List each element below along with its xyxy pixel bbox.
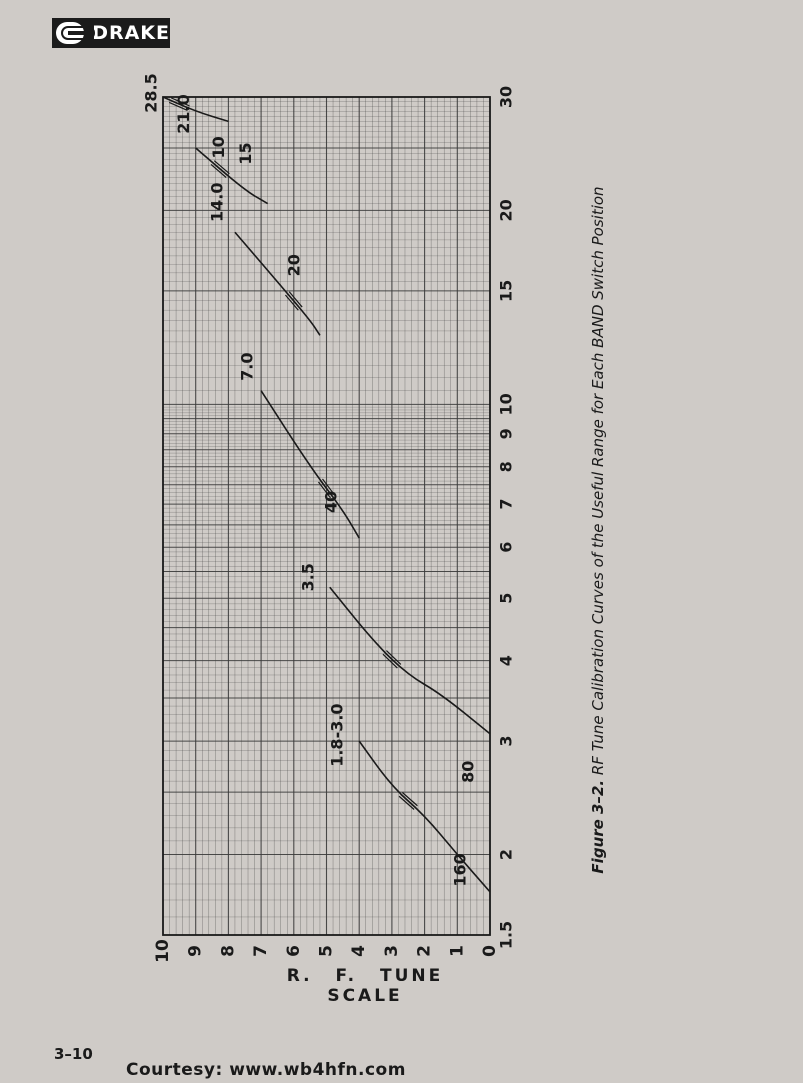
y-tick-label: 20 [496,199,516,222]
y-tick-label: 1.5 [496,920,516,950]
y-tick-label: 15 [496,279,516,303]
curve-hatch-15 [213,163,228,176]
curve-band-label-20: 20 [284,254,304,277]
curve-hatch-160 [399,796,414,809]
y-tick-label: 9 [496,428,516,440]
x-tick-label: 0 [480,945,500,957]
brand-name: DRAKE [92,22,170,44]
x-tick-label: 7 [251,945,272,957]
x-tick-label: 4 [349,945,370,957]
x-tick-label: 5 [316,945,337,957]
x-tick-label: 9 [185,945,206,957]
curve-start-label-160: 1.8-3.0 [327,703,347,767]
curve-start-label-80: 3.5 [298,563,318,592]
curve-band-label-80: 80 [458,760,478,783]
curve-hatch-160 [401,794,416,807]
curve-band-label-15: 15 [236,142,256,165]
x-tick-label: 1 [447,945,468,957]
x-axis-label: R. F. TUNE SCALE [286,966,444,1006]
x-tick-label: 3 [381,945,402,957]
x-tick-label: 6 [283,945,304,957]
y-tick-label: 5 [496,592,516,604]
courtesy-line: Courtesy: www.wb4hfn.com [126,1060,406,1080]
curve-start-label-20: 14.0 [207,182,227,222]
y-tick-label: 6 [496,541,516,553]
y-tick-labels [497,86,516,949]
x-tick-labels [153,939,500,963]
y-tick-label: 4 [496,655,516,667]
curve-band-label-10: 10 [208,136,228,159]
curve-labels [142,73,478,886]
curve-start-label-10: 28.5 [141,73,161,113]
x-tick-label: 8 [218,945,239,957]
curve-start-label-40: 7.0 [237,352,257,381]
curve-band-label-160: 160 [450,853,470,887]
figure-label: Figure 3–2. [589,779,607,874]
y-tick-label: 10 [496,393,516,416]
figure-caption [589,170,611,890]
y-tick-label: 8 [496,461,516,473]
page-number: 3–10 [54,1045,93,1063]
curve-hatch-15 [211,164,226,177]
figure-title: RF Tune Calibration Curves of the Useful Range for Each BAND Switch Position [589,186,607,776]
curve-hatch-160 [402,793,417,806]
y-tick-label: 2 [496,848,516,861]
curve-hatch-80 [386,651,400,665]
y-tick-label: 30 [496,85,516,109]
curve-start-label-15: 21.0 [174,94,194,134]
curve-band-label-40: 40 [321,490,341,514]
x-tick-label: 10 [153,939,173,963]
x-tick-label: 2 [414,945,435,957]
y-tick-label: 7 [496,498,516,510]
curve-hatch-80 [383,654,397,668]
y-tick-label: 3 [496,735,516,747]
